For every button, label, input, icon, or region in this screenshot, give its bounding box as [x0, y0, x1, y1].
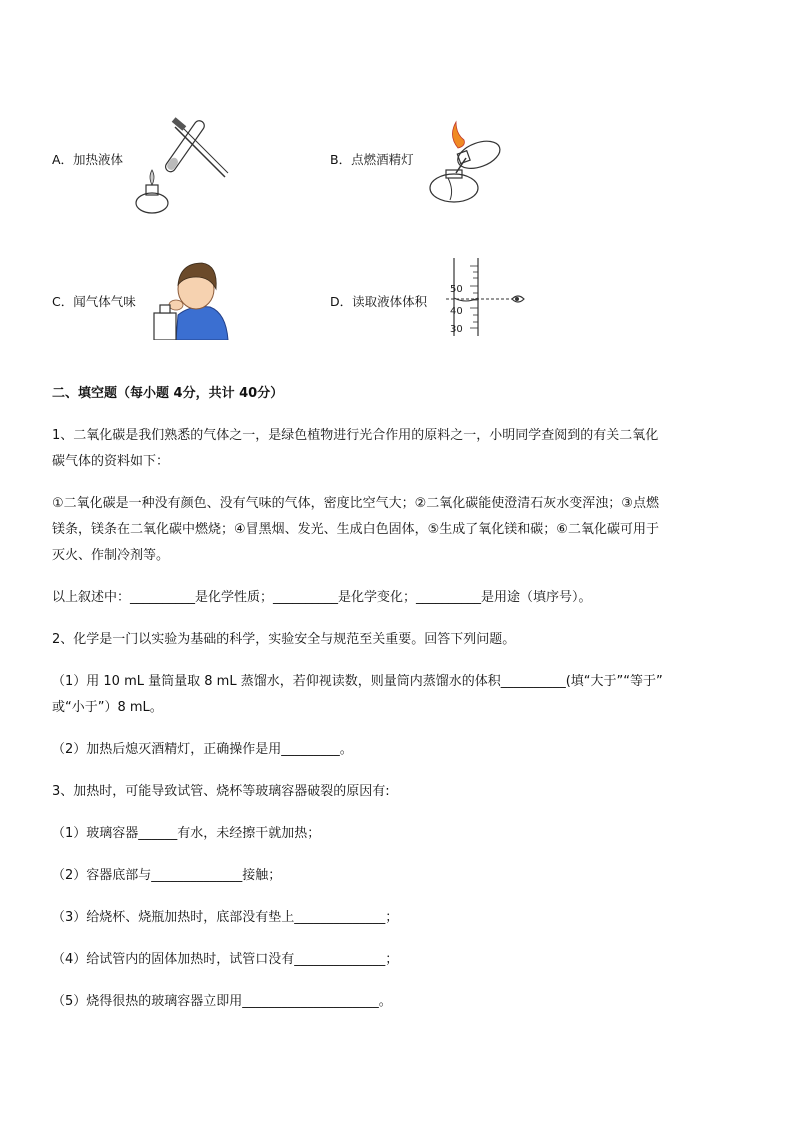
- q2-part1-line2: 或“小于”）8 mL。: [52, 700, 163, 715]
- tick-label-50: 50: [450, 284, 463, 295]
- lighting-alcohol-lamp-figure: [420, 118, 510, 208]
- q2-part1-line1: （1）用 10 mL 量筒量取 8 mL 蒸馏水，若仰视读数，则量筒内蒸馏水的体积__________(填“大于”“等于”: [52, 674, 663, 689]
- q1-intro-line2: 碳气体的资料如下：: [52, 454, 170, 469]
- q1-facts-line2: 镁条，镁条在二氧化碳中燃烧；④冒黑烟、发光、生成白色固体，⑤生成了氧化镁和碳；⑥二氧化碳可用于: [52, 522, 659, 537]
- option-d-label: D．读取液体体积: [330, 294, 428, 309]
- q1-question: 以上叙述中：__________是化学性质；__________是化学变化；__________是用途（填序号）。: [52, 590, 592, 605]
- q2-part2: （2）加热后熄灭酒精灯，正确操作是用_________。: [52, 742, 353, 757]
- tick-label-40: 40: [450, 306, 463, 317]
- heating-liquid-figure: [130, 115, 230, 220]
- section-2-title: 二、填空题（每小题 4分，共计 40分）: [52, 386, 284, 401]
- q3-intro: 3、加热时，可能导致试管、烧杯等玻璃容器破裂的原因有:: [52, 784, 390, 799]
- q3-part2: （2）容器底部与______________接触；: [52, 868, 282, 883]
- option-c-label: C．闻气体气味: [52, 294, 136, 309]
- q1-facts-line1: ①二氧化碳是一种没有颜色、没有气味的气体，密度比空气大；②二氧化碳能使澄清石灰水变浑浊；③点燃: [52, 496, 659, 511]
- reading-liquid-volume-figure: [444, 258, 534, 338]
- q3-part5: （5）烧得很热的玻璃容器立即用_____________________。: [52, 994, 392, 1009]
- q3-part4: （4）给试管内的固体加热时，试管口没有______________；: [52, 952, 399, 967]
- q1-facts-line3: 灭火、作制冷剂等。: [52, 548, 170, 563]
- smelling-gas-figure: [150, 255, 230, 340]
- q2-intro: 2、化学是一门以实验为基础的科学，实验安全与规范至关重要。回答下列问题。: [52, 632, 516, 647]
- tick-label-30: 30: [450, 324, 463, 335]
- q1-intro-line1: 1、二氧化碳是我们熟悉的气体之一，是绿色植物进行光合作用的原料之一，小明同学查阅到的有关二氧化: [52, 428, 659, 443]
- q3-part3: （3）给烧杯、烧瓶加热时，底部没有垫上______________；: [52, 910, 399, 925]
- q3-part1: （1）玻璃容器______有水，未经擦干就加热；: [52, 826, 321, 841]
- option-a-label: A．加热液体: [52, 152, 124, 167]
- option-b-label: B．点燃酒精灯: [330, 152, 414, 167]
